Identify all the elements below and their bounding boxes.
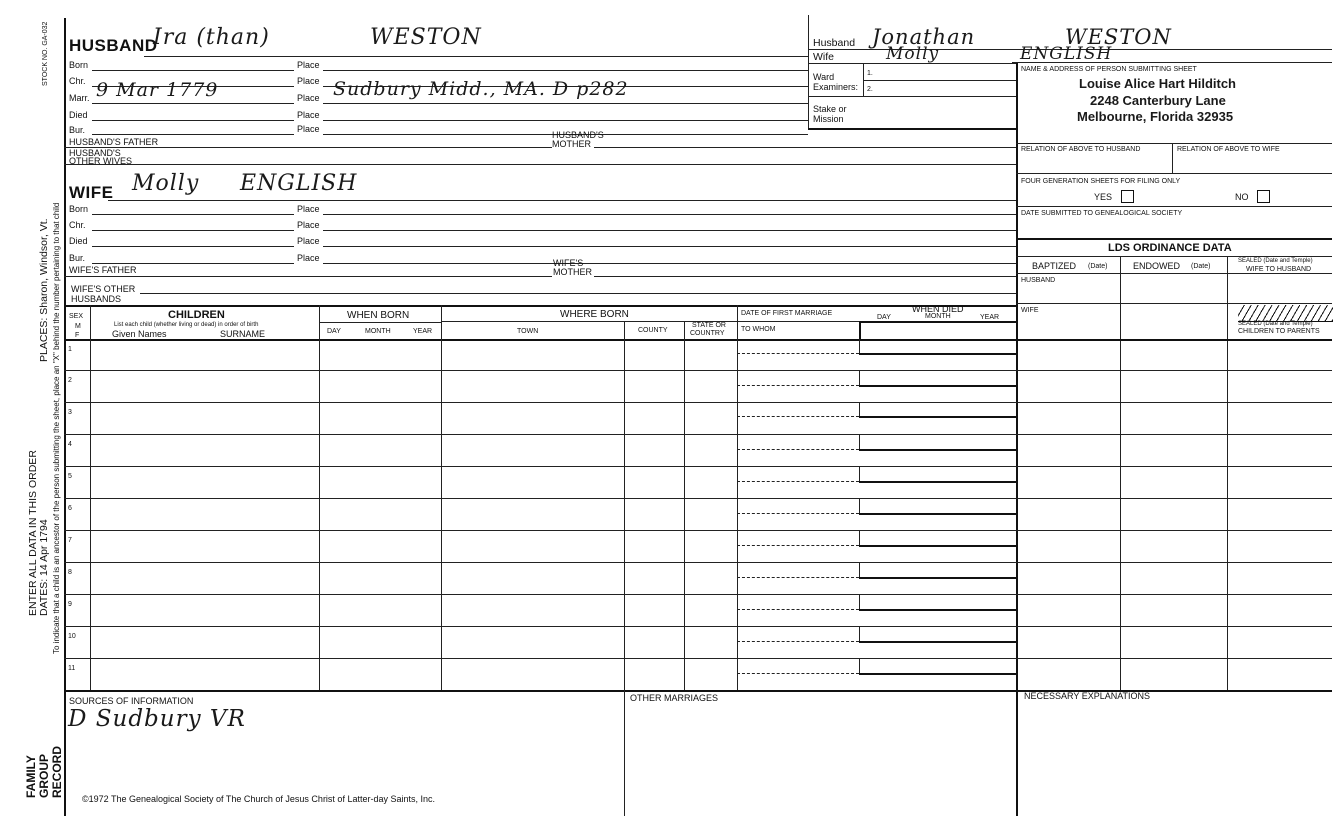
stake-label-2: Mission bbox=[813, 114, 844, 124]
wife-bur-place-label: Place bbox=[297, 253, 320, 263]
submitter-street[interactable]: 2248 Canterbury Lane bbox=[1090, 93, 1226, 108]
husbands-mother-label-1: HUSBAND'S bbox=[552, 130, 604, 140]
child-row-number: 7 bbox=[68, 537, 72, 544]
lds-hatched-cell bbox=[1238, 305, 1333, 322]
wife-died-place-label: Place bbox=[297, 236, 320, 246]
submitter-label: NAME & ADDRESS OF PERSON SUBMITTING SHEET bbox=[1021, 66, 1197, 73]
husband-marr-place-label: Place bbox=[297, 93, 320, 103]
sources-label: SOURCES OF INFORMATION bbox=[69, 696, 194, 706]
husband-died-label: Died bbox=[69, 110, 88, 120]
born-day-header: DAY bbox=[327, 328, 341, 335]
state-header-1: STATE OR bbox=[692, 322, 726, 329]
header-husband-label: Husband bbox=[813, 37, 856, 49]
child-row-number: 6 bbox=[68, 505, 72, 512]
wifes-mother-label-2: MOTHER bbox=[553, 267, 592, 277]
header-divider bbox=[808, 15, 809, 128]
form-title-line-2: GROUP bbox=[37, 753, 51, 798]
lds-sealed-label-1: SEALED (Date and Temple) bbox=[1238, 258, 1313, 264]
child-row-number: 2 bbox=[68, 377, 72, 384]
born-year-header: YEAR bbox=[413, 328, 433, 335]
header-wife-label: Wife bbox=[813, 51, 834, 63]
wife-born-place-label: Place bbox=[297, 204, 320, 214]
child-row-number: 11 bbox=[68, 665, 76, 672]
header-husband-given[interactable]: Jonathan bbox=[872, 25, 976, 49]
lds-baptized-date-label: (Date) bbox=[1088, 263, 1108, 270]
copyright-notice: ©1972 The Genealogical Society of The Church of Jesus Christ of Latter-day Saints, Inc. bbox=[82, 794, 435, 804]
died-month-header: MONTH bbox=[925, 313, 951, 320]
county-header: COUNTY bbox=[638, 327, 668, 334]
lds-endowed-label: ENDOWED bbox=[1133, 261, 1180, 271]
wife-given-name[interactable]: Molly bbox=[132, 171, 200, 196]
examiner-1-label: 1. bbox=[867, 70, 873, 77]
lds-sealed-children-label-1: SEALED (Date and Temple) bbox=[1238, 321, 1313, 327]
husbands-other-wives-label-2: OTHER WIVES bbox=[69, 156, 133, 166]
wife-label: WIFE bbox=[69, 183, 114, 202]
when-born-header: WHEN BORN bbox=[347, 310, 410, 321]
dates-note: DATES: 14 Apr 1794 bbox=[38, 519, 50, 616]
header-wife-given[interactable]: Molly bbox=[886, 44, 940, 64]
submitter-name[interactable]: Louise Alice Hart Hilditch bbox=[1079, 76, 1236, 91]
ward-label: Ward bbox=[813, 72, 835, 82]
header-husband-surname[interactable]: WESTON bbox=[1065, 25, 1172, 49]
died-year-header: YEAR bbox=[980, 314, 1000, 321]
died-day-header: DAY bbox=[877, 314, 891, 321]
places-note: PLACES: Sharon, Windsor, Vt. bbox=[38, 218, 50, 362]
child-row-number: 10 bbox=[68, 633, 76, 640]
wifes-other-husbands-label-1: WIFE'S OTHER bbox=[71, 284, 136, 294]
other-marriages-label: OTHER MARRIAGES bbox=[630, 693, 719, 703]
child-row-number: 9 bbox=[68, 601, 72, 608]
first-marriage-header: DATE OF FIRST MARRIAGE bbox=[741, 310, 833, 317]
examiner-2-label: 2. bbox=[867, 86, 873, 93]
wife-died-label: Died bbox=[69, 236, 88, 246]
stake-label-1: Stake or bbox=[813, 104, 847, 114]
header-wife-surname[interactable]: ENGLISH bbox=[1020, 44, 1113, 64]
yes-checkbox[interactable] bbox=[1121, 190, 1134, 203]
left-border bbox=[64, 18, 66, 816]
lds-title: LDS ORDINANCE DATA bbox=[1108, 242, 1232, 254]
right-panel-border bbox=[1016, 62, 1018, 816]
yes-label: YES bbox=[1094, 192, 1113, 202]
form-title-line-3: RECORD bbox=[50, 745, 64, 798]
husbands-father-label: HUSBAND'S FATHER bbox=[69, 137, 159, 147]
wifes-mother-label-1: WIFE'S bbox=[553, 258, 584, 268]
marriage-place[interactable]: Sudbury Midd., MA. D p282 bbox=[333, 78, 629, 100]
lds-baptized-label: BAPTIZED bbox=[1032, 261, 1077, 271]
wife-bur-label: Bur. bbox=[69, 253, 86, 263]
wife-born-label: Born bbox=[69, 204, 89, 214]
no-label: NO bbox=[1235, 192, 1249, 202]
child-row-number: 3 bbox=[68, 409, 72, 416]
where-born-header: WHERE BORN bbox=[560, 309, 629, 320]
children-header: CHILDREN bbox=[168, 309, 225, 321]
wife-chr-place-label: Place bbox=[297, 220, 320, 230]
state-header-2: COUNTRY bbox=[690, 330, 725, 337]
lds-sealed-children-label-2: CHILDREN TO PARENTS bbox=[1238, 328, 1320, 335]
sex-header: SEX bbox=[69, 313, 84, 320]
lds-sealed-label-2: WIFE TO HUSBAND bbox=[1246, 266, 1312, 273]
relation-wife-label: RELATION OF ABOVE TO WIFE bbox=[1177, 146, 1280, 153]
wifes-father-label: WIFE'S FATHER bbox=[69, 265, 137, 275]
given-names-header: Given Names bbox=[112, 329, 167, 339]
born-month-header: MONTH bbox=[365, 328, 391, 335]
date-submitted-label: DATE SUBMITTED TO GENEALOGICAL SOCIETY bbox=[1021, 210, 1183, 217]
ancestor-instructions: To indicate that a child is an ancestor of the person submitting the sheet, place an "X" behind the number pertaining to that child bbox=[52, 202, 61, 654]
submitter-city[interactable]: Melbourne, Florida 32935 bbox=[1077, 109, 1234, 124]
enter-all-note: ENTER ALL DATA IN THIS ORDER bbox=[27, 450, 39, 616]
child-row-number: 1 bbox=[68, 346, 72, 353]
husband-surname[interactable]: WESTON bbox=[370, 25, 482, 50]
child-row-number: 8 bbox=[68, 569, 72, 576]
marriage-date[interactable]: 9 Mar 1779 bbox=[96, 79, 219, 101]
husband-born-place-label: Place bbox=[297, 60, 320, 70]
necessary-explanations-label: NECESSARY EXPLANATIONS bbox=[1024, 691, 1151, 701]
lds-husband-label: HUSBAND bbox=[1021, 277, 1056, 284]
children-list-note: List each child (whether living or dead) in order of birth bbox=[114, 322, 259, 328]
surname-header: SURNAME bbox=[220, 329, 266, 339]
four-generation-label: FOUR GENERATION SHEETS FOR FILING ONLY bbox=[1021, 178, 1181, 185]
no-checkbox[interactable] bbox=[1257, 190, 1270, 203]
child-row-number: 4 bbox=[68, 441, 72, 448]
husbands-mother-label-2: MOTHER bbox=[552, 139, 591, 149]
lds-wife-label: WIFE bbox=[1021, 307, 1039, 314]
wifes-other-husbands-label-2: HUSBANDS bbox=[71, 294, 122, 304]
husband-given-name[interactable]: Ira (than) bbox=[153, 25, 270, 50]
stock-number: STOCK NO. GA-032 bbox=[42, 21, 49, 86]
husbands-other-wives-label-1: HUSBAND'S bbox=[69, 148, 121, 158]
when-died-header: WHEN DIED bbox=[912, 304, 964, 314]
sex-m-header: M bbox=[75, 323, 81, 330]
relation-husband-label: RELATION OF ABOVE TO HUSBAND bbox=[1021, 146, 1141, 153]
husband-label: HUSBAND bbox=[69, 36, 158, 55]
to-whom-header: TO WHOM bbox=[741, 326, 776, 333]
town-header: TOWN bbox=[517, 328, 539, 335]
husband-bur-place-label: Place bbox=[297, 124, 320, 134]
husband-born-label: Born bbox=[69, 60, 89, 70]
husband-chr-place-label: Place bbox=[297, 76, 320, 86]
husband-died-place-label: Place bbox=[297, 110, 320, 120]
sources-value[interactable]: D Sudbury VR bbox=[68, 706, 246, 732]
form-title-line-1: FAMILY bbox=[24, 755, 38, 798]
wife-surname[interactable]: ENGLISH bbox=[240, 171, 358, 196]
husband-bur-label: Bur. bbox=[69, 125, 86, 135]
examiners-label: Examiners: bbox=[813, 82, 859, 92]
child-row-number: 5 bbox=[68, 473, 72, 480]
husband-chr-label: Chr. bbox=[69, 76, 86, 86]
wife-chr-label: Chr. bbox=[69, 220, 86, 230]
husband-marr-label: Marr. bbox=[69, 93, 90, 103]
lds-endowed-date-label: (Date) bbox=[1191, 263, 1211, 270]
sex-f-header: F bbox=[75, 332, 80, 339]
